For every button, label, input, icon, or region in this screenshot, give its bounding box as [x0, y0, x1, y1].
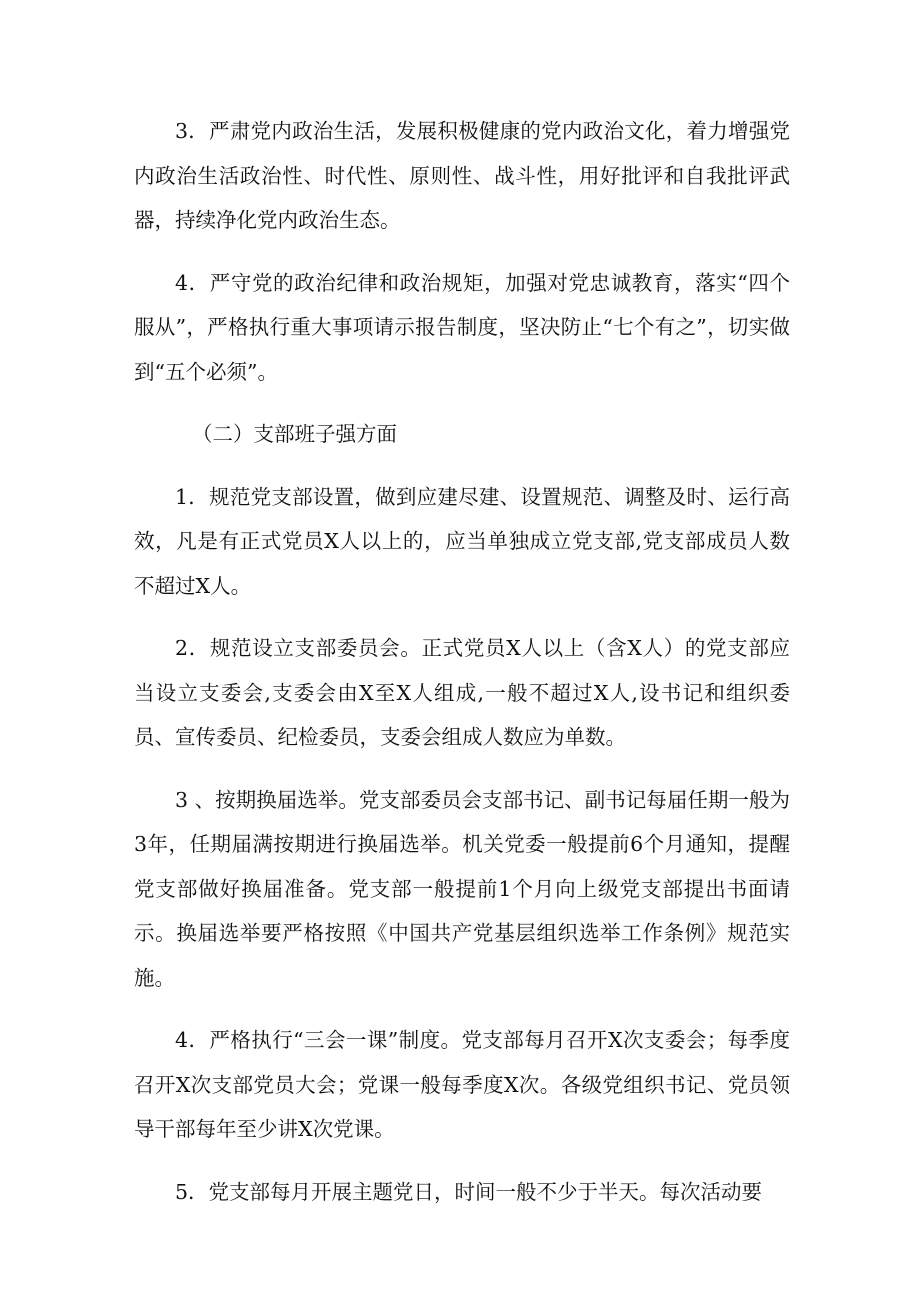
paragraph-item-4: 4．严守党的政治纪律和政治规矩，加强对党忠诚教育，落实“四个服从”，严格执行重大事项请示报告制度，坚决防止“七个有之”，切实做到“五个必须”。 — [134, 270, 790, 384]
document-body — [134, 109, 790, 1232]
paragraph-item-2: 2．规范设立支部委员会。正式党员X人以上（含X人）的党支部应当设立支委会,支委会由X至X人组成,一般不超过X人,设书记和组织委员、宣传委员、纪检委员，支委会组成人数应为单数。 — [134, 636, 790, 749]
paragraph-item-3: 3．严肃党内政治生活，发展积极健康的党内政治文化，着力增强党内政治生活政治性、时代性、原则性、战斗性，用好批评和自我批评武器，持续净化党内政治生态。 — [134, 119, 790, 232]
paragraph-item-5: 5．党支部每月开展主题党日，时间一般不少于半天。每次活动要 — [175, 1179, 763, 1204]
paragraph-item-4-meetings: 4．严格执行“三会一课”制度。党支部每月召开X次支委会；每季度召开X次支部党员大会；党课一般每季度X次。各级党组织书记、党员领导干部每年至少讲X次党课。 — [134, 1028, 790, 1141]
paragraph-item-3-election: 3 、按期换届选举。党支部委员会支部书记、副书记每届任期一般为3年，任期届满按期进行换届选举。机关党委一般提前6个月通知，提醒党支部做好换届准备。党支部一般提前1个月向上级党支部提出书面请示。换届选举要严格按照《中国共产党基层组织选举工作条例》规范实施。 — [134, 787, 790, 990]
paragraph-item-1: 1．规范党支部设置，做到应建尽建、设置规范、调整及时、运行高效，凡是有正式党员X人以上的，应当单独成立党支部,党支部成员人数不超过X人。 — [134, 484, 790, 598]
section-heading: （二）支部班子强方面 — [192, 422, 397, 446]
